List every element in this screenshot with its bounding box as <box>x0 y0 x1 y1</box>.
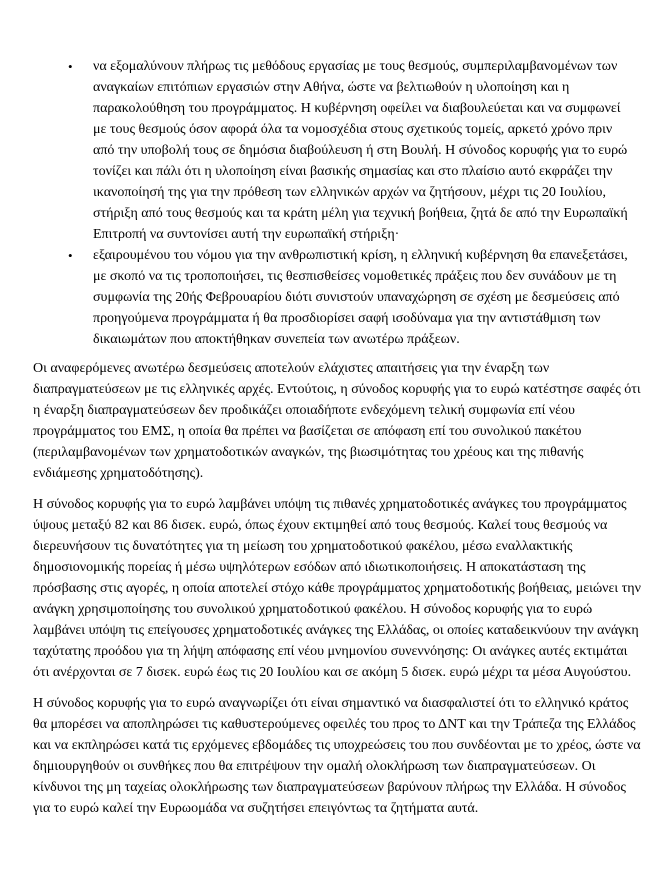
bullet-icon: • <box>68 248 73 263</box>
paragraph: Η σύνοδος κορυφής για το ευρώ αναγνωρίζει ότι είναι σημαντικό να διασφαλιστεί ότι το ελληνικό κράτος θα μπορέσει να αποπληρώσει τις καθυστερούμενες οφειλές του προς το ΔΝΤ και την Τράπεζα της Ελλάδος και να εκπληρώσει κατά τις ερχόμενες εβδομάδες τις υποχρεώσεις του που συνδέονται με το χρέος, ώστε να δημιουργηθούν οι συνθήκες που θα επιτρέψουν την ομαλή ολοκλήρωση των διαπραγματεύσεων. Οι κίνδυνοι της μη ταχείας ολοκλήρωσης των διαπραγματεύσεων βαρύνουν πλήρως την Ελλάδα. Η σύνοδος για το ευρώ καλεί την Ευρωομάδα να συζητήσει επειγόντως τα ζητήματα αυτά. <box>33 696 641 816</box>
bullet-item <box>33 245 645 350</box>
bullet-text: εξαιρουμένου του νόμου για την ανθρωπιστική κρίση, η ελληνική κυβέρνηση θα επανεξετάσει, με σκοπό να τις τροποποιήσει, τις θεσπισθείσες νομοθετικές πράξεις που δεν συνάδουν με τη συμφωνία της 20ής Φεβρουαρίου διότι συνιστούν υπαναχώρηση σε σχέση με δεσμεύσεις από προηγούμενα προγράμματα ή θα προσδιορίσει σαφή ισοδύναμα για την αντιστάθμιση των δικαιωμάτων που αποκτήθηκαν συνεπεία των ανωτέρω πράξεων. <box>93 248 628 347</box>
bullet-icon: • <box>68 59 73 74</box>
paragraph: Οι αναφερόμενες ανωτέρω δεσμεύσεις αποτελούν ελάχιστες απαιτήσεις για την έναρξη των διαπραγματεύσεων με τις ελληνικές αρχές. Εντούτοις, η σύνοδος κορυφής για το ευρώ κατέστησε σαφές ότι η έναρξη διαπραγματεύσεων δεν προδικάζει οποιαδήποτε ενδεχόμενη τελική συμφωνία επί νέου προγράμματος του ΕΜΣ, η οποία θα πρέπει να βασίζεται σε απόφαση επί του συνολικού πακέτου (περιλαμβανομένων των χρηματοδοτικών αναγκών, της βιωσιμότητας του χρέους και της πιθανής ενδιάμεσης χρηματοδότησης). <box>33 361 641 481</box>
paragraph: Η σύνοδος κορυφής για το ευρώ λαμβάνει υπόψη τις πιθανές χρηματοδοτικές ανάγκες του προγράμματος ύψους μεταξύ 82 και 86 δισεκ. ευρώ, όπως έχουν εκτιμηθεί από τους θεσμούς. Καλεί τους θεσμούς να διερευνήσουν τις δυνατότητες για τη μείωση του χρηματοδοτικού φακέλου, μέσω εναλλακτικής δημοσιονομικής πορείας ή μέσω υψηλότερων εσόδων από ιδιωτικοποιήσεις. Η αποκατάσταση της πρόσβασης στις αγορές, η οποία αποτελεί στόχο κάθε προγράμματος χρηματοδοτικής βοήθειας, μειώνει την ανάγκη χρησιμοποίησης του συνολικού χρηματοδοτικού φακέλου. Η σύνοδος κορυφής για το ευρώ λαμβάνει υπόψη τις επείγουσες χρηματοδοτικές ανάγκες της Ελλάδας, οι οποίες καταδεικνύουν την ανάγκη ταχύτατης προόδου για τη λήψη απόφασης επί νέου μνημονίου συνεννόησης: Οι ανάγκες αυτές εκτιμάται ότι ανέρχονται σε 7 δισεκ. ευρώ έως τις 20 Ιουλίου και σε ακόμη 5 δισεκ. ευρώ μέχρι τα μέσα Αυγούστου. <box>33 497 641 680</box>
bullet-item <box>33 56 645 245</box>
bullet-list <box>33 56 645 350</box>
bullet-text: να εξομαλύνουν πλήρως τις μεθόδους εργασίας με τους θεσμούς, συμπεριλαμβανομένων των αναγκαίων επιτόπιων εργασιών στην Αθήνα, ώστε να βελτιωθούν η υλοποίηση και η παρακολούθηση του προγράμματος. Η κυβέρνηση οφείλει να διαβουλεύεται και να συμφωνεί με τους θεσμούς όσον αφορά όλα τα νομοσχέδια στους σχετικούς τομείς, αρκετό χρόνο πριν από την υποβολή τους σε δημόσια διαβούλευση ή στη Βουλή. Η σύνοδος κορυφής για το ευρώ τονίζει και πάλι ότι η υλοποίηση είναι βασικής σημασίας και στο πλαίσιο αυτό εκφράζει την ικανοποίησή της για την πρόθεση των ελληνικών αρχών να ζητήσουν, μέχρι τις 20 Ιουλίου, στήριξη από τους θεσμούς και τα κράτη μέλη για τεχνική βοήθεια, ζητά δε από την Ευρωπαϊκή Επιτροπή να συντονίσει αυτή την ευρωπαϊκή στήριξη· <box>93 59 628 242</box>
